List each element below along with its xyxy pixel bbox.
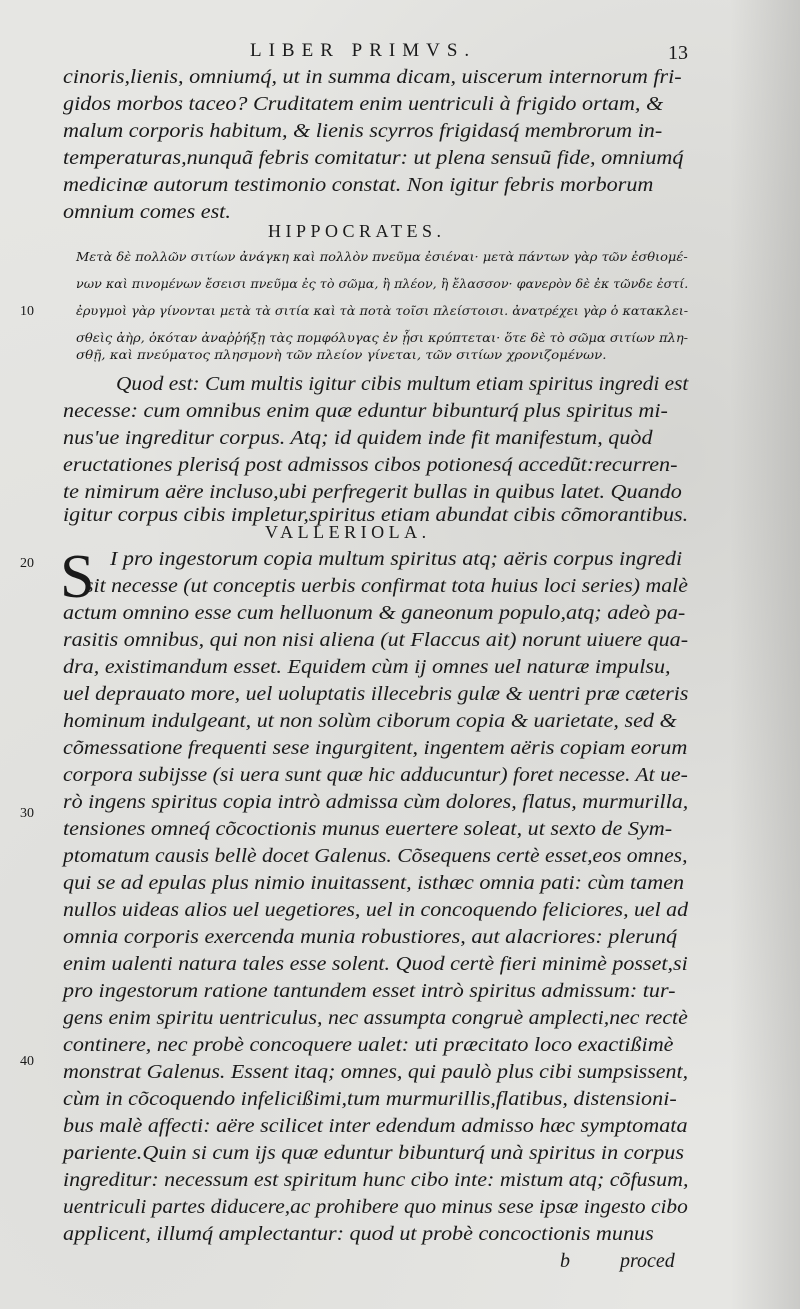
text-line: necesse: cum omnibus enim quæ eduntur bibunturq́ plus spiritus mi-: [63, 400, 668, 422]
text-line: ingreditur: necessum est spiritum hunc cibo inte: mistum atq; cõfusum,: [63, 1169, 689, 1191]
text-line: qui se ad epulas plus nimio inuitassent, isthæc omnia pati: cùm tamen: [63, 872, 685, 894]
text-line: pariente.Quin si cum ijs quæ eduntur bibunturq́ unà spiritus in corpus: [63, 1142, 684, 1164]
greek-line: Μετὰ δὲ πολλῶν σιτίων ἀνάγκη καὶ πολλὸν πνεῦμα ἐσιέναι· μετὰ πάντων γὰρ τῶν ἐσθιομέ-: [76, 249, 688, 264]
text-line: uel deprauato more, uel uoluptatis illecebris gulæ & uentri præ cæteris: [63, 683, 689, 705]
text-line: applicent, illumq́ amplectantur: quod ut probè concoctionis munus: [63, 1223, 654, 1245]
margin-line-number: 20: [20, 556, 34, 571]
text-line: rasitis omnibus, qui non nisi aliena (ut Flaccus ait) norunt uiuere qua-: [63, 629, 689, 651]
greek-line: σθῇ, καὶ πνεύματος πλησμονὴ τῶν πλείον γίνεται, τῶν σιτίων χρονιζομένων.: [76, 347, 607, 362]
text-line: omnium comes est.: [63, 201, 231, 223]
text-line: nullos uideas alios uel uegetiores, uel in concoquendo feliciores, uel ad: [63, 899, 689, 921]
text-line: cinoris,lienis, omniumq́, ut in summa dicam, uiscerum internorum fri-: [63, 66, 682, 88]
catchword: proced: [620, 1250, 675, 1272]
margin-line-number: 40: [20, 1054, 34, 1069]
page-number: 13: [668, 42, 688, 64]
text-line: hominum indulgeant, ut non solùm ciborum copia & uarietate, sed &: [63, 710, 677, 732]
text-line: actum omnino esse cum helluonum & ganeonum populo,atq; adeò pa-: [63, 602, 686, 624]
greek-line: νων καὶ πινομένων ἔσεισι πνεῦμα ἐς τὸ σῶμα, ἢ πλέον, ἢ ἔλασσον· φανερὸν δὲ ἐκ τῶνδε ἐστί.: [76, 276, 689, 291]
text-line: malum corporis habitum, & lienis scyrros frigidasq́ membrorum in-: [63, 120, 663, 142]
text-line: sit necesse (ut conceptis uerbis confirmat tota huius loci series) malè: [85, 575, 688, 597]
text-line: Quod est: Cum multis igitur cibis multum etiam spiritus ingredi est: [116, 373, 689, 395]
text-line: pro ingestorum ratione tantundem esset intrò spiritus admissum: tur-: [63, 980, 676, 1002]
text-line: enim ualenti natura tales esse solent. Quod certè fieri minimè posset,si: [63, 953, 688, 975]
text-line: uentriculi partes diducere,ac prohibere quo minus sese ipsæ ingesto cibo: [63, 1196, 688, 1218]
text-line: cõmessatione frequenti sese ingurgitent, ingentem aëris copiam eorum: [63, 737, 688, 759]
text-line: medicinæ autorum testimonio constat. Non igitur febris morborum: [63, 174, 654, 196]
greek-line: σθεὶς ἀὴρ, ὁκόταν ἀναῤῥήξῃ τὰς πομφόλυγας ἐν ᾗσι κρύπτεται· ὅτε δὲ τὸ σῶμα σιτίων πλη-: [76, 330, 689, 345]
running-head: LIBER PRIMVS.: [250, 40, 477, 61]
text-line: continere, nec probè concoquere ualet: uti præcitato loco exactißimè: [63, 1034, 674, 1056]
greek-line: ἐρυγμοὶ γὰρ γίνονται μετὰ τὰ σιτία καὶ τὰ ποτὰ τοῖσι πλείστοισι. ἀνατρέχει γὰρ ὁ κατακλει-: [76, 303, 689, 318]
text-line: corpora subijsse (si uera sunt quæ hic adducuntur) foret necesse. At ue-: [63, 764, 688, 786]
text-line: igitur corpus cibis impletur,spiritus etiam abundat cibis cõmorantibus.: [63, 504, 689, 526]
margin-line-number: 30: [20, 806, 34, 821]
text-line: monstrat Galenus. Essent itaq; omnes, qui paulò plus cibi sumpsissent,: [63, 1061, 689, 1083]
signature-mark: b: [560, 1250, 570, 1272]
text-line: te nimirum aëre incluso,ubi perfregerit bullas in quibus latet. Quando: [63, 481, 682, 503]
text-line: bus malè affecti: aëre scilicet inter edendum admisso hæc symptomata: [63, 1115, 688, 1137]
text-line: I pro ingestorum copia multum spiritus atq; aëris corpus ingredi: [110, 548, 683, 570]
text-line: temperaturas,nunquã febris comitatur: ut plena sensuũ fide, omniumq́: [63, 147, 684, 169]
text-line: dra, existimandum esset. Equidem cùm ij omnes uel naturæ impulsu,: [63, 656, 671, 678]
text-line: tensiones omneq́ cõcoctionis munus euertere soleat, ut sexto de Sym-: [63, 818, 673, 840]
text-line: rò ingens spiritus copia intrò admissa cùm dolores, flatus, murmurilla,: [63, 791, 689, 813]
text-line: eructationes plerisq́ post admissos cibos potionesq́ accedũt:recurren-: [63, 454, 678, 476]
text-line: nus'ue ingreditur corpus. Atq; id quidem inde fit manifestum, quòd: [63, 427, 653, 449]
text-line: gens enim spiritu uentriculus, nec assumpta congruè amplecti,nec rectè: [63, 1007, 688, 1029]
section-heading-valleriola: VALLERIOLA.: [265, 522, 431, 542]
section-heading-hippocrates: HIPPOCRATES.: [268, 221, 446, 241]
drop-cap: S: [60, 543, 95, 611]
text-line: gidos morbos taceo? Cruditatem enim uentriculi à frigido ortam, &: [63, 93, 664, 115]
text-line: omnia corporis exercenda munia robustiores, aut alacriores: plerunq́: [63, 926, 678, 948]
page-edge-shadow: [730, 0, 800, 1309]
text-line: ptomatum causis bellè docet Galenus. Cõsequens certè esset,eos omnes,: [63, 845, 688, 867]
margin-line-number: 10: [20, 304, 34, 319]
text-line: cùm in cõcoquendo infelicißimi,tum murmurillis,flatibus, distensioni-: [63, 1088, 677, 1110]
